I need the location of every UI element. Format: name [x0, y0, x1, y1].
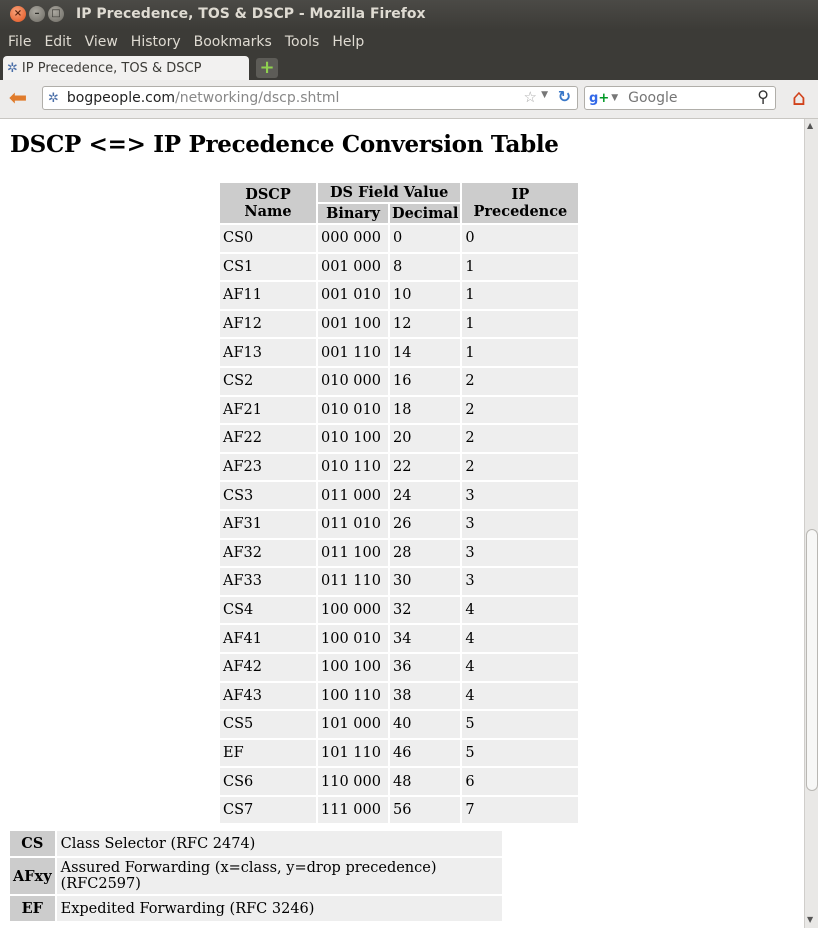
cell-decimal: 40	[390, 711, 460, 738]
table-row	[220, 768, 578, 795]
cell-binary: 001 000	[318, 254, 388, 281]
cell-ip-precedence: 4	[462, 683, 578, 710]
cell-dscp-name: EF	[220, 740, 316, 767]
cell-ip-precedence: 6	[462, 768, 578, 795]
cell-binary: 010 100	[318, 425, 388, 452]
vertical-scrollbar[interactable]	[804, 119, 818, 928]
cell-ip-precedence: 2	[462, 397, 578, 424]
cell-decimal: 20	[390, 425, 460, 452]
back-arrow-icon: ⬅	[8, 86, 28, 111]
cell-dscp-name: AF31	[220, 511, 316, 538]
url-path: /networking/dscp.shtml	[175, 90, 340, 106]
menu-file[interactable]: File	[8, 34, 32, 50]
cell-binary: 011 110	[318, 568, 388, 595]
magnifier-icon[interactable]: ⚲	[757, 87, 769, 106]
cell-binary: 011 010	[318, 511, 388, 538]
table-row	[220, 397, 578, 424]
cell-decimal: 14	[390, 339, 460, 366]
cell-decimal: 36	[390, 654, 460, 681]
cell-decimal: 56	[390, 797, 460, 824]
cell-ip-precedence: 0	[462, 225, 578, 252]
table-row	[220, 797, 578, 824]
back-button[interactable]	[6, 87, 30, 111]
cell-decimal: 12	[390, 311, 460, 338]
legend-description: Assured Forwarding (x=class, y=drop precedence) (RFC2597)	[57, 858, 502, 894]
menu-tools[interactable]: Tools	[284, 34, 320, 50]
cell-ip-precedence: 1	[462, 339, 578, 366]
cell-binary: 010 110	[318, 454, 388, 481]
cell-dscp-name: CS6	[220, 768, 316, 795]
window-title: IP Precedence, TOS & DSCP - Mozilla Firefox	[76, 6, 426, 22]
cell-dscp-name: AF21	[220, 397, 316, 424]
site-identity-icon[interactable]: ✲	[48, 90, 59, 106]
search-bar[interactable]	[584, 86, 776, 110]
cell-decimal: 32	[390, 597, 460, 624]
table-row	[220, 368, 578, 395]
cell-dscp-name: AF33	[220, 568, 316, 595]
cell-dscp-name: CS7	[220, 797, 316, 824]
cell-ip-precedence: 7	[462, 797, 578, 824]
legend-description: Class Selector (RFC 2474)	[57, 831, 502, 856]
cell-ip-precedence: 5	[462, 740, 578, 767]
home-icon: ⌂	[792, 86, 806, 111]
navigation-toolbar	[0, 80, 818, 119]
table-row	[220, 711, 578, 738]
cell-decimal: 48	[390, 768, 460, 795]
scroll-down-icon[interactable]: ▼	[807, 915, 814, 924]
cell-dscp-name: AF13	[220, 339, 316, 366]
cell-ip-precedence: 4	[462, 625, 578, 652]
dscp-conversion-table	[218, 181, 580, 825]
tab-title: IP Precedence, TOS & DSCP	[21, 60, 202, 76]
close-window-button[interactable]: ×	[10, 6, 26, 22]
chevron-down-icon[interactable]: ▼	[541, 90, 548, 100]
minimize-window-button[interactable]: –	[29, 6, 45, 22]
cell-ip-precedence: 3	[462, 568, 578, 595]
cell-binary: 100 110	[318, 683, 388, 710]
tab-active[interactable]	[3, 56, 249, 80]
table-row	[220, 425, 578, 452]
star-icon[interactable]: ☆	[523, 88, 537, 106]
page-heading: DSCP <=> IP Precedence Conversion Table	[10, 131, 559, 158]
cell-binary: 001 010	[318, 282, 388, 309]
url-host: bogpeople.com	[66, 90, 176, 106]
site-favicon-icon: ✲	[7, 60, 18, 76]
scroll-up-icon[interactable]: ▲	[807, 121, 814, 130]
cell-binary: 100 000	[318, 597, 388, 624]
table-row	[220, 597, 578, 624]
cell-binary: 001 110	[318, 339, 388, 366]
menu-bar	[0, 30, 818, 54]
cell-ip-precedence: 3	[462, 540, 578, 567]
cell-binary: 010 000	[318, 368, 388, 395]
header-ip-precedence: IP Precedence	[462, 183, 578, 223]
search-input[interactable]	[626, 89, 750, 107]
legend-table	[8, 829, 504, 923]
header-dscp-name: DSCP Name	[220, 183, 316, 223]
window-controls	[10, 6, 64, 22]
table-row	[220, 454, 578, 481]
legend-description: Expedited Forwarding (RFC 3246)	[57, 896, 502, 921]
cell-ip-precedence: 1	[462, 311, 578, 338]
cell-decimal: 38	[390, 683, 460, 710]
cell-dscp-name: CS0	[220, 225, 316, 252]
cell-decimal: 10	[390, 282, 460, 309]
cell-decimal: 0	[390, 225, 460, 252]
cell-binary: 000 000	[318, 225, 388, 252]
legend-abbr: AFxy	[10, 858, 55, 894]
engine-dropdown-icon[interactable]: ▼	[611, 93, 619, 103]
cell-binary: 101 110	[318, 740, 388, 767]
legend-row	[10, 858, 502, 894]
google-engine-icon[interactable]: g+	[589, 90, 610, 106]
cell-dscp-name: CS1	[220, 254, 316, 281]
table-row	[220, 339, 578, 366]
cell-ip-precedence: 1	[462, 254, 578, 281]
cell-dscp-name: AF32	[220, 540, 316, 567]
cell-ip-precedence: 4	[462, 597, 578, 624]
legend-abbr: EF	[10, 896, 55, 921]
cell-binary: 011 100	[318, 540, 388, 567]
cell-decimal: 24	[390, 482, 460, 509]
cell-dscp-name: AF12	[220, 311, 316, 338]
menu-view[interactable]: View	[84, 34, 118, 50]
table-row	[220, 511, 578, 538]
cell-binary: 100 010	[318, 625, 388, 652]
window-titlebar	[0, 0, 818, 30]
cell-decimal: 8	[390, 254, 460, 281]
cell-binary: 101 000	[318, 711, 388, 738]
table-row	[220, 311, 578, 338]
table-row	[220, 654, 578, 681]
scrollbar-thumb[interactable]	[806, 529, 818, 791]
cell-dscp-name: CS5	[220, 711, 316, 738]
tab-strip	[0, 54, 818, 80]
cell-decimal: 46	[390, 740, 460, 767]
cell-ip-precedence: 1	[462, 282, 578, 309]
cell-dscp-name: CS4	[220, 597, 316, 624]
url-bar[interactable]	[42, 86, 578, 110]
cell-dscp-name: CS3	[220, 482, 316, 509]
table-row	[220, 568, 578, 595]
cell-ip-precedence: 4	[462, 654, 578, 681]
reload-icon[interactable]: ↻	[557, 87, 571, 106]
cell-dscp-name: AF22	[220, 425, 316, 452]
table-row	[220, 625, 578, 652]
cell-ip-precedence: 2	[462, 368, 578, 395]
cell-ip-precedence: 2	[462, 425, 578, 452]
table-row	[220, 740, 578, 767]
legend-abbr: CS	[10, 831, 55, 856]
table-row	[220, 225, 578, 252]
header-binary: Binary	[318, 204, 388, 223]
cell-decimal: 28	[390, 540, 460, 567]
cell-binary: 011 000	[318, 482, 388, 509]
cell-decimal: 26	[390, 511, 460, 538]
cell-decimal: 18	[390, 397, 460, 424]
cell-binary: 010 010	[318, 397, 388, 424]
table-row	[220, 254, 578, 281]
cell-ip-precedence: 3	[462, 482, 578, 509]
menu-help[interactable]: Help	[332, 34, 365, 50]
cell-dscp-name: AF23	[220, 454, 316, 481]
table-row	[220, 282, 578, 309]
cell-binary: 111 000	[318, 797, 388, 824]
cell-ip-precedence: 2	[462, 454, 578, 481]
table-body	[220, 225, 578, 823]
header-ds-field-value: DS Field Value	[318, 183, 460, 202]
cell-dscp-name: AF42	[220, 654, 316, 681]
cell-dscp-name: AF11	[220, 282, 316, 309]
cell-binary: 110 000	[318, 768, 388, 795]
cell-decimal: 30	[390, 568, 460, 595]
cell-decimal: 34	[390, 625, 460, 652]
cell-decimal: 22	[390, 454, 460, 481]
menu-bookmarks[interactable]: Bookmarks	[193, 34, 272, 50]
legend-row	[10, 896, 502, 921]
home-button[interactable]	[786, 86, 812, 112]
table-row	[220, 482, 578, 509]
cell-ip-precedence: 3	[462, 511, 578, 538]
maximize-window-button[interactable]: □	[48, 6, 64, 22]
menu-edit[interactable]: Edit	[44, 34, 72, 50]
cell-dscp-name: CS2	[220, 368, 316, 395]
menu-history[interactable]: History	[130, 34, 181, 50]
legend-body	[10, 831, 502, 921]
page-content	[0, 119, 804, 928]
legend-row	[10, 831, 502, 856]
new-tab-button[interactable]: +	[256, 58, 278, 78]
table-row	[220, 683, 578, 710]
table-row	[220, 540, 578, 567]
cell-binary: 100 100	[318, 654, 388, 681]
cell-decimal: 16	[390, 368, 460, 395]
header-decimal: Decimal	[392, 205, 459, 222]
cell-ip-precedence: 5	[462, 711, 578, 738]
cell-dscp-name: AF41	[220, 625, 316, 652]
cell-binary: 001 100	[318, 311, 388, 338]
cell-dscp-name: AF43	[220, 683, 316, 710]
